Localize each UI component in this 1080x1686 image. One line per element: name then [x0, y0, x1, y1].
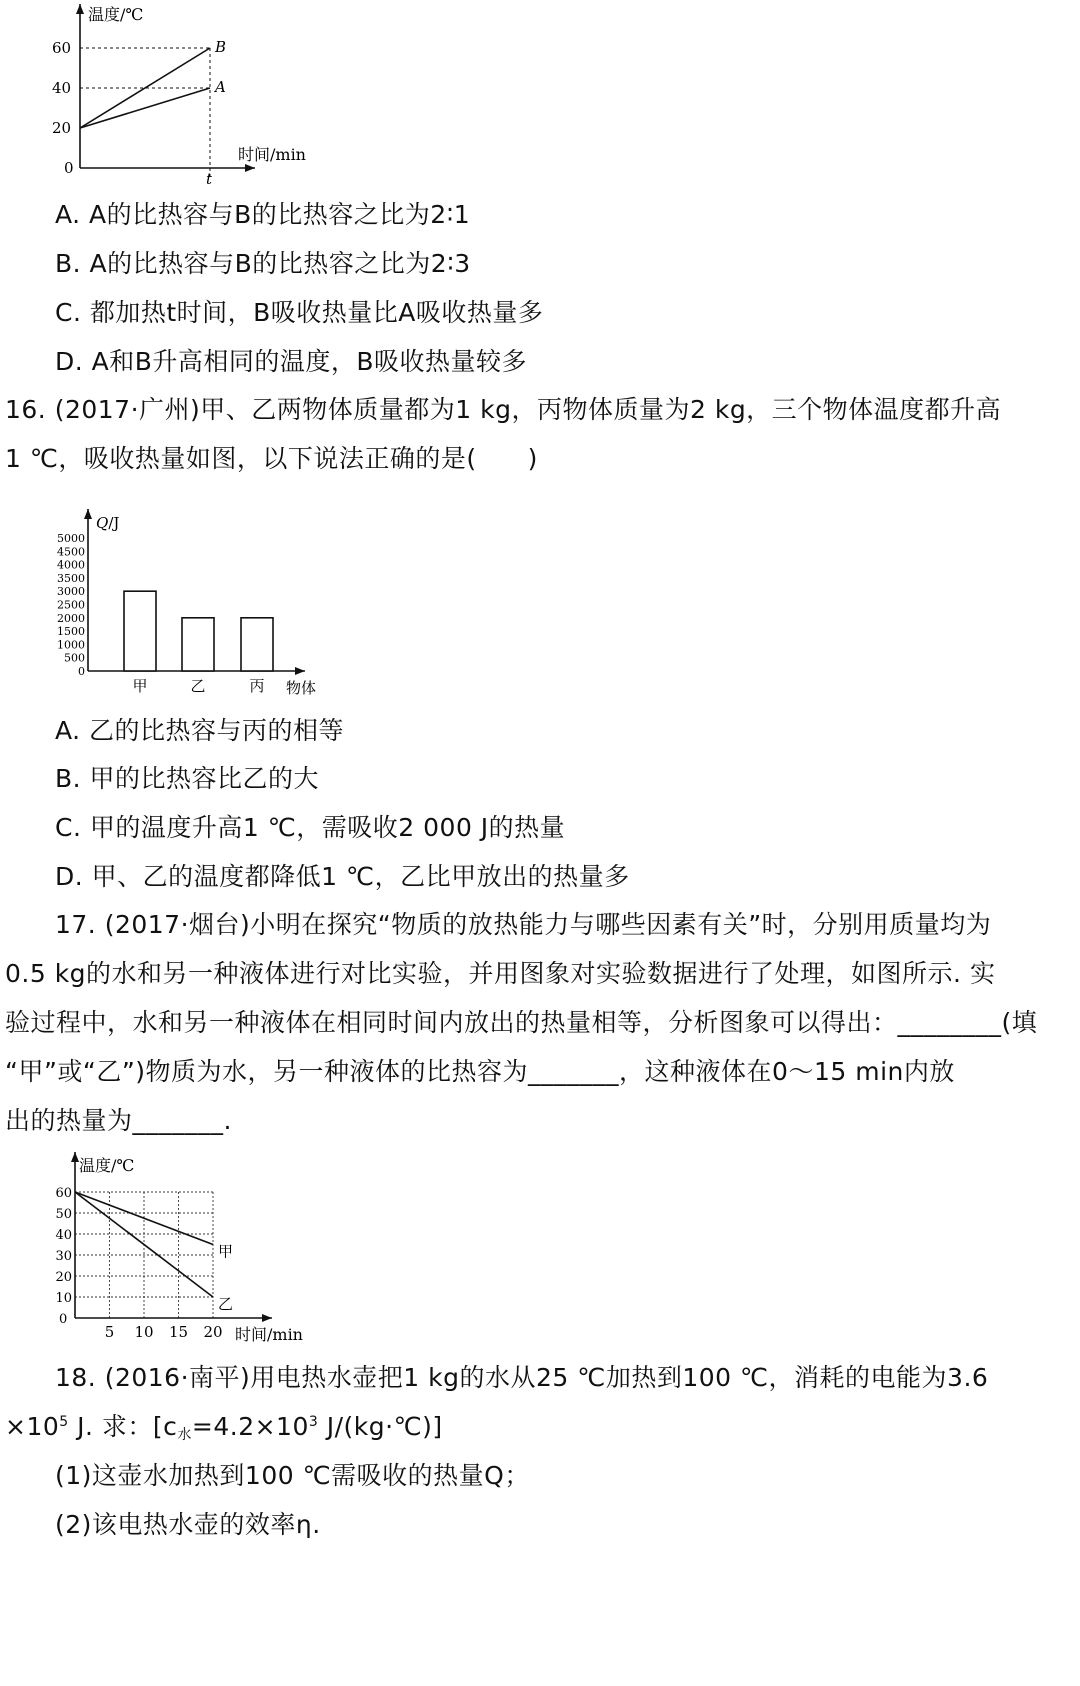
q18-stem-1: 18. (2016·南平)用电热水壶把1 kg的水从25 ℃加热到100 ℃，消耗的电能为3.6 [55, 1363, 989, 1392]
y-tick-label: 4500 [57, 545, 85, 559]
y-tick-label: 10 [55, 1291, 72, 1306]
y-tick-label: 50 [55, 1207, 72, 1222]
y-axis-label: 温度/℃ [88, 5, 144, 24]
series-label-b: B [215, 38, 227, 56]
chart-temperature-ab [50, 0, 350, 190]
y-axis-label: 温度/℃ [79, 1156, 135, 1175]
x-axis-arrow [245, 164, 255, 172]
q18-text-d: J/(kg·℃)] [318, 1412, 443, 1441]
q15-option-c: C. 都加热t时间，B吸收热量比A吸收热量多 [55, 298, 544, 327]
y-tick-label: 2500 [57, 598, 85, 612]
q18-text-c: =4.2×10 [191, 1412, 309, 1441]
y-tick-label: 40 [52, 79, 72, 97]
q16-option-d: D. 甲、乙的温度都降低1 ℃，乙比甲放出的热量多 [55, 862, 630, 891]
x-tick-label: 20 [203, 1323, 223, 1341]
y-axis-arrow [71, 1152, 79, 1162]
q18-exp-5: 5 [59, 1414, 69, 1430]
bar-1 [124, 591, 156, 671]
y-tick-label: 0 [78, 665, 85, 678]
y-axis-arrow [84, 509, 92, 519]
x-axis-label: 时间/min [235, 1325, 303, 1344]
q18-text-b: J. 求：[c [68, 1412, 178, 1441]
q18-part-1: (1)这壶水加热到100 ℃需吸收的热量Q； [55, 1461, 530, 1490]
q16-option-c: C. 甲的温度升高1 ℃，需吸收2 000 J的热量 [55, 813, 566, 842]
x-axis-label: 时间/min [238, 145, 306, 164]
y-tick-label: 3500 [57, 571, 85, 585]
q18-text-a: ×10 [5, 1412, 60, 1441]
y-tick-label: 60 [52, 39, 72, 57]
q18-stem-2 [5, 1410, 443, 1444]
y-axis-label-unit: /J [108, 514, 120, 532]
q16-option-a: A. 乙的比热容与丙的相等 [55, 716, 345, 745]
q17-stem-1: 17. (2017·烟台)小明在探究“物质的放热能力与哪些因素有关”时，分别用质量均为 [55, 910, 992, 939]
y-tick-label: 500 [64, 651, 85, 665]
x-axis-label: 物体 [286, 679, 317, 697]
y-tick-label: 40 [55, 1228, 72, 1243]
q17-stem-5: 出的热量为_______. [5, 1106, 232, 1135]
bar-3 [241, 618, 273, 671]
series-label-1: 甲 [218, 1242, 234, 1261]
chart-heat-bar [40, 505, 340, 705]
origin-label: 0 [64, 159, 74, 177]
y-tick-label: 30 [55, 1249, 72, 1264]
y-tick-label: 4000 [57, 558, 85, 572]
q18-part-2: (2)该电热水壶的效率η. [55, 1510, 321, 1539]
y-axis-arrow [76, 4, 84, 14]
y-tick-label: 20 [55, 1270, 72, 1285]
x-axis-arrow [262, 1314, 272, 1322]
x-axis-arrow [295, 667, 305, 675]
y-tick-label: 5000 [57, 532, 85, 545]
y-tick-label: 60 [55, 1186, 72, 1201]
y-axis-label-var: Q [96, 514, 109, 532]
x-tick-label: 乙 [190, 677, 206, 695]
q16-stem: 16. (2017·广州)甲、乙两物体质量都为1 kg，丙物体质量为2 kg，三个物体温度都升高 [5, 395, 1002, 424]
series-label-a: A [215, 78, 226, 96]
q18-exp-3: 3 [308, 1414, 319, 1430]
bar-2 [182, 618, 214, 671]
y-axis-label [96, 514, 119, 532]
x-tick-label: 丙 [249, 677, 265, 695]
origin-label: 0 [59, 1312, 68, 1327]
q16-option-b: B. 甲的比热容比乙的大 [55, 764, 320, 793]
q16-stem-cont: 1 ℃，吸收热量如图，以下说法正确的是( ) [5, 444, 538, 473]
chart-cooling [40, 1148, 340, 1348]
x-tick-label: 5 [104, 1323, 115, 1341]
q18-sub-water: 水 [177, 1427, 192, 1443]
q17-stem-4: “甲”或“乙”)物质为水，另一种液体的比热容为_______，这种液体在0～15 min内放 [5, 1057, 955, 1086]
x-tick-label: 15 [168, 1323, 189, 1341]
y-tick-label: 20 [52, 119, 72, 137]
q15-option-b: B. A的比热容与B的比热容之比为2∶3 [55, 249, 471, 278]
y-tick-label: 3000 [57, 585, 85, 599]
y-tick-label: 1000 [57, 638, 85, 652]
series-line-a [80, 88, 210, 128]
y-tick-label: 2000 [57, 611, 85, 625]
x-tick-label: 10 [134, 1323, 154, 1341]
q15-option-d: D. A和B升高相同的温度，B吸收热量较多 [55, 347, 528, 376]
series-label-2: 乙 [218, 1295, 234, 1313]
q17-stem-3: 验过程中，水和另一种液体在相同时间内放出的热量相等，分析图象可以得出：________(填 [5, 1008, 1038, 1037]
q17-stem-2: 0.5 kg的水和另一种液体进行对比实验，并用图象对实验数据进行了处理，如图所示. 实 [5, 959, 996, 988]
q15-option-a: A. A的比热容与B的比热容之比为2∶1 [55, 200, 471, 229]
x-tick-label-t: t [206, 170, 213, 188]
x-tick-label: 甲 [132, 677, 148, 695]
y-tick-label: 1500 [57, 625, 85, 639]
